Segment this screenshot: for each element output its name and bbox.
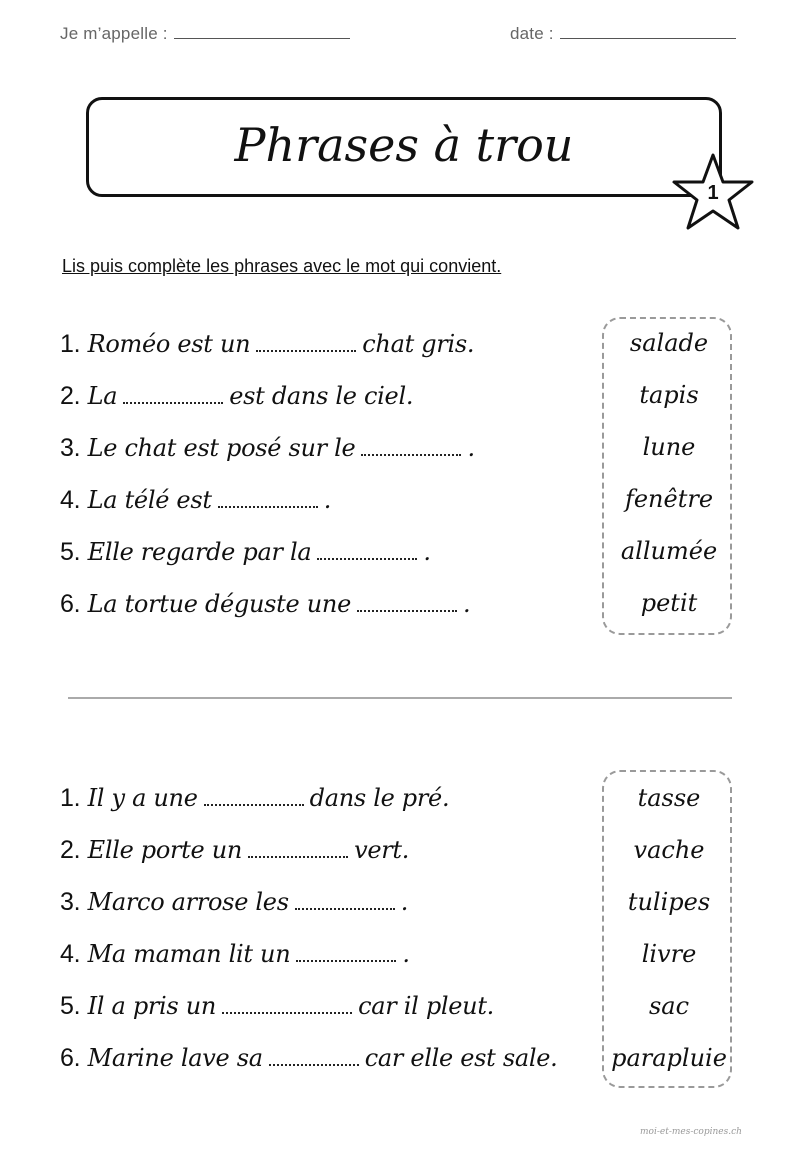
sentence-1-2: [60, 382, 413, 411]
sentence-text: .: [402, 940, 410, 968]
sentence-number: 3.: [60, 434, 81, 462]
blank-dots[interactable]: [218, 494, 318, 508]
sentence-1-4: [60, 486, 331, 515]
sentence-number: 4.: [60, 940, 81, 968]
word-bank-item: fenêtre: [624, 485, 714, 513]
instruction: Lis puis complète les phrases avec le mot qui convient.: [62, 256, 502, 276]
sentence-text: Roméo est un: [87, 330, 251, 358]
sentence-number: 1.: [60, 330, 81, 358]
title-box: [86, 97, 722, 197]
sentence-2-6: [60, 1044, 557, 1073]
sentence-text: car elle est sale.: [364, 1044, 558, 1072]
blank-dots[interactable]: [256, 338, 356, 352]
word-bank-2: [602, 770, 732, 1088]
word-bank-item: allumée: [620, 537, 718, 565]
page-title: Phrases à trou: [234, 118, 574, 172]
word-bank-item: tapis: [639, 381, 699, 409]
sentence-2-4: [60, 940, 410, 969]
section-separator: [68, 697, 732, 699]
sentence-1-3: [60, 434, 475, 463]
sentence-text: est dans le ciel.: [229, 382, 414, 410]
sentence-text: Il y a une: [87, 784, 198, 812]
blank-dots[interactable]: [269, 1052, 359, 1066]
name-field-label: [60, 24, 350, 44]
date-field-label: [510, 24, 736, 44]
sentence-text: dans le pré.: [309, 784, 450, 812]
sentence-text: .: [423, 538, 431, 566]
sentence-text: vert.: [354, 836, 410, 864]
sentence-text: Elle regarde par la: [87, 538, 312, 566]
date-blank[interactable]: [560, 24, 736, 39]
sentence-text: .: [462, 590, 471, 618]
word-bank-item: sac: [648, 992, 690, 1020]
blank-dots[interactable]: [248, 844, 348, 858]
sentence-1-5: [60, 538, 431, 567]
date-label: date :: [510, 24, 554, 43]
sentence-number: 5.: [60, 992, 81, 1020]
word-bank-item: parapluie: [611, 1044, 727, 1072]
sentence-text: La: [87, 382, 118, 410]
sentence-text: Marco arrose les: [87, 888, 289, 916]
footer-credit: moi-et-mes-copines.ch: [640, 1127, 742, 1137]
word-bank-item: tasse: [637, 784, 701, 812]
name-label: Je m’appelle :: [60, 24, 168, 43]
word-bank-item: salade: [629, 329, 709, 357]
blank-dots[interactable]: [295, 896, 395, 910]
sentence-text: Il a pris un: [87, 992, 217, 1020]
sentence-number: 6.: [60, 590, 81, 618]
blank-dots[interactable]: [317, 546, 417, 560]
sentence-text: .: [467, 434, 475, 462]
blank-dots[interactable]: [296, 948, 396, 962]
sentence-1-6: [60, 590, 470, 619]
word-bank-item: livre: [641, 940, 697, 968]
word-bank-item: lune: [642, 433, 696, 461]
sentence-number: 4.: [60, 486, 81, 514]
sentence-number: 5.: [60, 538, 81, 566]
sentence-text: Marine lave sa: [87, 1044, 263, 1072]
star-badge: [672, 152, 754, 230]
sentence-text: Elle porte un: [87, 836, 243, 864]
blank-dots[interactable]: [204, 792, 304, 806]
sentence-number: 1.: [60, 784, 81, 812]
sentence-text: car il pleut.: [358, 992, 494, 1020]
sentence-text: chat gris.: [362, 330, 475, 358]
word-bank-1: [602, 317, 732, 635]
sentence-text: La télé est: [87, 486, 212, 514]
name-blank[interactable]: [174, 24, 350, 39]
word-bank-item: petit: [640, 589, 698, 617]
sentence-number: 6.: [60, 1044, 81, 1072]
sentence-text: Le chat est posé sur le: [87, 434, 356, 462]
sentence-text: La tortue déguste une: [87, 590, 351, 618]
blank-dots[interactable]: [222, 1000, 352, 1014]
sentence-1-1: [60, 330, 474, 359]
sentence-2-1: [60, 784, 449, 813]
sentence-2-2: [60, 836, 409, 865]
word-bank-item: vache: [633, 836, 705, 864]
sentence-2-3: [60, 888, 408, 917]
blank-dots[interactable]: [357, 598, 457, 612]
blank-dots[interactable]: [123, 390, 223, 404]
star-number: 1: [707, 182, 719, 204]
word-bank-item: tulipes: [627, 888, 711, 916]
sentence-number: 2.: [60, 836, 81, 864]
sentence-text: .: [400, 888, 409, 916]
sentence-number: 2.: [60, 382, 81, 410]
sentence-2-5: [60, 992, 494, 1021]
sentence-text: .: [323, 486, 332, 514]
blank-dots[interactable]: [361, 442, 461, 456]
sentence-number: 3.: [60, 888, 81, 916]
sentence-text: Ma maman lit un: [87, 940, 291, 968]
